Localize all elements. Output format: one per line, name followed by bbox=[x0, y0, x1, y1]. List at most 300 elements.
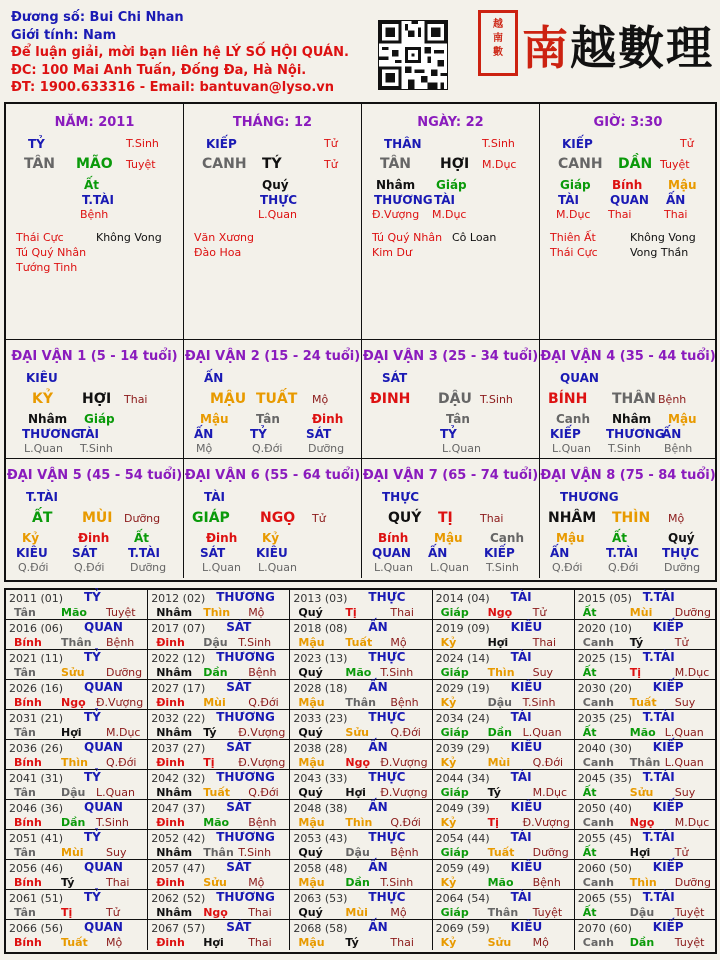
year-label: 2011 (01) bbox=[9, 592, 64, 605]
year-cell[interactable] bbox=[6, 680, 148, 710]
dai-van-chi: TUẤT bbox=[256, 391, 298, 407]
year-phase: Q.Đới bbox=[248, 696, 279, 709]
hidden-phase: Dưỡng bbox=[308, 442, 345, 455]
year-cell[interactable] bbox=[433, 830, 575, 860]
pillar-phase-top: T.Sinh bbox=[482, 137, 515, 150]
year-cell[interactable] bbox=[290, 890, 432, 920]
year-can: Mậu bbox=[298, 816, 325, 829]
year-cell[interactable] bbox=[290, 680, 432, 710]
year-star: T.TÀI bbox=[642, 650, 675, 664]
year-cell[interactable] bbox=[148, 860, 290, 890]
year-phase: Đ.Vượng bbox=[96, 696, 144, 709]
year-label: 2061 (51) bbox=[9, 892, 64, 905]
qr-code-icon[interactable] bbox=[378, 20, 448, 90]
hidden-phase: L.Quan bbox=[202, 561, 241, 574]
pillar-title: NĂM: 2011 bbox=[54, 115, 135, 130]
year-can: Canh bbox=[582, 696, 614, 709]
year-chi: Mão bbox=[61, 606, 87, 619]
year-cell[interactable] bbox=[148, 920, 290, 950]
hidden-star: KIẾP bbox=[484, 546, 515, 560]
hidden-star: QUAN bbox=[610, 193, 649, 207]
year-chi: Sửu bbox=[345, 726, 369, 739]
contact-phone-email[interactable]: ĐT: 1900.633316 - Email: bantuvan@lyso.vn bbox=[11, 80, 335, 96]
year-star: T.TÀI bbox=[642, 830, 675, 844]
year-cell[interactable] bbox=[148, 770, 290, 800]
year-can: Bính bbox=[14, 636, 42, 649]
year-cell[interactable] bbox=[6, 800, 148, 830]
pillar-phase-top: T.Sinh bbox=[126, 137, 159, 150]
year-phase: Tuyệt bbox=[674, 906, 705, 919]
shen-sha-item: Văn Xương bbox=[194, 231, 254, 244]
shen-sha-item: Tú Quý Nhân bbox=[16, 246, 87, 259]
year-phase: Thai bbox=[248, 936, 272, 949]
pillar-cell bbox=[6, 104, 184, 340]
year-can: Tân bbox=[14, 726, 36, 739]
year-can: Nhâm bbox=[156, 906, 193, 919]
year-cell[interactable] bbox=[290, 650, 432, 680]
year-cell[interactable] bbox=[290, 800, 432, 830]
owner-name: Đương số: Bui Chi Nhan bbox=[11, 10, 184, 25]
year-phase: L.Quan bbox=[96, 786, 135, 799]
year-chi: Ngọ bbox=[345, 756, 371, 769]
year-cell[interactable] bbox=[148, 680, 290, 710]
year-cell[interactable] bbox=[433, 800, 575, 830]
year-can: Ất bbox=[582, 606, 597, 619]
pillar-can: TÂN bbox=[24, 156, 56, 172]
year-star: TỶ bbox=[84, 590, 101, 604]
year-chi: Tị bbox=[345, 606, 357, 619]
year-phase: Tử bbox=[532, 606, 547, 619]
hidden-can: Quý bbox=[262, 178, 289, 192]
dai-van-cell bbox=[362, 340, 540, 459]
year-can: Quý bbox=[298, 786, 323, 799]
year-can: Đinh bbox=[156, 636, 185, 649]
year-label: 2012 (02) bbox=[151, 592, 206, 605]
hidden-phase: L.Quan bbox=[552, 442, 591, 455]
year-cell[interactable] bbox=[290, 830, 432, 860]
shen-sha-item: Cô Loan bbox=[452, 231, 497, 244]
dai-van-can: ẤT bbox=[32, 510, 53, 526]
hidden-phase: Bệnh bbox=[664, 442, 693, 455]
year-phase: M.Dục bbox=[106, 726, 141, 739]
year-can: Mậu bbox=[298, 936, 325, 949]
hidden-can: Kỷ bbox=[22, 531, 40, 545]
year-star: ẤN bbox=[368, 740, 388, 754]
year-can: Tân bbox=[14, 606, 36, 619]
hidden-star: TỶ bbox=[250, 427, 267, 441]
year-chi: Tý bbox=[629, 636, 644, 649]
year-phase: Dưỡng bbox=[674, 876, 711, 889]
year-star: THỰC bbox=[368, 890, 406, 904]
year-star: SÁT bbox=[226, 680, 252, 694]
year-star: TÀI bbox=[510, 770, 532, 784]
year-star: THƯƠNG bbox=[216, 650, 275, 664]
year-cell[interactable] bbox=[433, 590, 575, 620]
year-chi: Tuất bbox=[487, 846, 515, 859]
pillar-chi: MÃO bbox=[76, 156, 113, 172]
pillar-title: NGÀY: 22 bbox=[417, 115, 484, 130]
hidden-phase: Thai bbox=[664, 208, 688, 221]
year-star: KIẾP bbox=[652, 620, 684, 634]
year-can: Mậu bbox=[298, 756, 325, 769]
year-cell[interactable] bbox=[290, 770, 432, 800]
hidden-phase: Mộ bbox=[196, 442, 213, 455]
year-label: 2031 (21) bbox=[9, 712, 64, 725]
year-cell[interactable] bbox=[433, 710, 575, 740]
year-cell[interactable] bbox=[290, 860, 432, 890]
year-cell[interactable] bbox=[433, 920, 575, 950]
pillar-cell bbox=[540, 104, 716, 340]
year-cell[interactable] bbox=[575, 770, 717, 800]
year-can: Nhâm bbox=[156, 726, 193, 739]
year-cell[interactable] bbox=[6, 890, 148, 920]
year-chi: Sửu bbox=[61, 666, 85, 679]
hidden-can: Bính bbox=[612, 178, 643, 192]
year-can: Canh bbox=[582, 756, 614, 769]
hidden-phase: Q.Đới bbox=[552, 561, 583, 574]
year-chi: Dần bbox=[345, 876, 370, 889]
year-can: Quý bbox=[298, 906, 323, 919]
year-can: Bính bbox=[14, 936, 42, 949]
year-cell[interactable] bbox=[290, 710, 432, 740]
hidden-star: TÀI bbox=[78, 427, 100, 441]
annual-luck-table bbox=[4, 588, 717, 954]
hidden-can: Giáp bbox=[560, 178, 591, 192]
shen-sha-item: Thái Cực bbox=[16, 231, 64, 244]
dai-van-star: T.TÀI bbox=[26, 490, 58, 504]
hidden-phase: L.Quan bbox=[430, 561, 469, 574]
year-label: 2029 (19) bbox=[435, 682, 490, 695]
year-phase: Dưỡng bbox=[106, 666, 143, 679]
year-chi: Sửu bbox=[487, 936, 512, 949]
year-cell[interactable] bbox=[575, 920, 717, 950]
year-label: 2039 (29) bbox=[435, 742, 490, 755]
year-star: TÀI bbox=[510, 590, 532, 604]
owner-info bbox=[11, 9, 349, 97]
year-phase: Đ.Vượng bbox=[380, 786, 428, 799]
hidden-star: QUAN bbox=[372, 546, 411, 560]
year-can: Ất bbox=[582, 786, 597, 799]
year-cell[interactable] bbox=[148, 740, 290, 770]
year-star: KIÊU bbox=[510, 680, 543, 694]
year-phase: Đ.Vượng bbox=[380, 756, 428, 769]
hidden-phase: T.Sinh bbox=[80, 442, 113, 455]
dai-van-title: ĐẠI VẬN 8 (75 - 84 tuổi) bbox=[540, 468, 716, 483]
pillar-chi: DẦN bbox=[618, 156, 653, 172]
year-cell[interactable] bbox=[433, 890, 575, 920]
year-cell[interactable] bbox=[148, 830, 290, 860]
dai-van-title: ĐẠI VẬN 7 (65 - 74 tuổi) bbox=[362, 468, 539, 483]
year-star: KIẾP bbox=[652, 920, 684, 934]
year-cell[interactable] bbox=[148, 650, 290, 680]
hidden-star: TỶ bbox=[440, 427, 457, 441]
year-label: 2021 (11) bbox=[9, 652, 64, 665]
hidden-star: ẤN bbox=[662, 427, 682, 441]
year-cell[interactable] bbox=[148, 890, 290, 920]
year-cell[interactable] bbox=[6, 740, 148, 770]
hidden-can: Nhâm bbox=[28, 412, 68, 426]
four-pillars-panel bbox=[4, 102, 717, 582]
year-cell[interactable] bbox=[433, 740, 575, 770]
year-can: Quý bbox=[298, 606, 323, 619]
year-chi: Dậu bbox=[487, 696, 512, 709]
nam-viet-so-ly-logo bbox=[478, 10, 714, 90]
year-chi: Tị bbox=[487, 816, 499, 829]
hidden-star: ẤN bbox=[550, 546, 570, 560]
year-cell[interactable] bbox=[575, 740, 717, 770]
year-phase: Thai bbox=[248, 906, 272, 919]
dai-van-can: MẬU bbox=[210, 391, 247, 407]
year-star: THƯƠNG bbox=[216, 590, 275, 604]
hidden-can: Đinh bbox=[312, 412, 344, 426]
hidden-phase: Bệnh bbox=[80, 208, 109, 221]
year-phase: T.Sinh bbox=[380, 876, 414, 889]
year-phase: Mộ bbox=[248, 606, 265, 619]
year-star: ẤN bbox=[368, 800, 388, 814]
year-phase: Bệnh bbox=[106, 636, 135, 649]
hidden-phase: L.Quan bbox=[374, 561, 413, 574]
year-phase: Bệnh bbox=[390, 846, 419, 859]
year-label: 2054 (44) bbox=[435, 832, 490, 845]
dai-van-cell bbox=[184, 459, 362, 578]
hidden-star: SÁT bbox=[72, 546, 98, 560]
year-chi: Ngọ bbox=[61, 696, 86, 709]
year-can: Canh bbox=[582, 876, 614, 889]
year-chi: Dần bbox=[203, 666, 228, 679]
hidden-phase: L.Quan bbox=[258, 561, 297, 574]
year-cell[interactable] bbox=[575, 830, 717, 860]
dai-van-status: T.Sinh bbox=[480, 393, 513, 406]
year-phase: Q.Đới bbox=[106, 756, 137, 769]
year-can: Bính bbox=[14, 696, 42, 709]
hidden-can: Ất bbox=[84, 178, 100, 192]
year-label: 2070 (60) bbox=[577, 922, 632, 935]
year-star: QUAN bbox=[84, 800, 123, 814]
year-cell[interactable] bbox=[433, 770, 575, 800]
dai-van-can: BÍNH bbox=[548, 391, 588, 407]
year-cell[interactable] bbox=[148, 710, 290, 740]
hidden-phase: L.Quan bbox=[442, 442, 481, 455]
year-cell[interactable] bbox=[433, 680, 575, 710]
year-cell[interactable] bbox=[433, 650, 575, 680]
year-cell[interactable] bbox=[6, 590, 148, 620]
hidden-star: ẤN bbox=[194, 427, 214, 441]
shen-sha-item: Thái Cực bbox=[550, 246, 598, 259]
year-phase: Tuyệt bbox=[674, 936, 705, 949]
dai-van-cell bbox=[6, 459, 184, 578]
pillar-cell bbox=[362, 104, 540, 340]
year-phase: Bệnh bbox=[390, 696, 419, 709]
year-cell[interactable] bbox=[290, 620, 432, 650]
year-chi: Ngọ bbox=[487, 606, 513, 619]
year-cell[interactable] bbox=[575, 710, 717, 740]
year-cell[interactable] bbox=[575, 800, 717, 830]
year-phase: Mộ bbox=[390, 636, 407, 649]
pillar-status: Tuyệt bbox=[660, 158, 690, 171]
year-label: 2059 (49) bbox=[435, 862, 490, 875]
dai-van-status: Thai bbox=[480, 512, 504, 525]
year-star: SÁT bbox=[226, 800, 252, 814]
year-cell[interactable] bbox=[575, 650, 717, 680]
year-chi: Tị bbox=[61, 906, 73, 919]
year-chi: Tý bbox=[61, 876, 75, 889]
year-cell[interactable] bbox=[6, 920, 148, 950]
year-phase: L.Quan bbox=[664, 726, 704, 739]
year-cell[interactable] bbox=[6, 860, 148, 890]
year-phase: Dưỡng bbox=[532, 846, 569, 859]
year-phase: M.Dục bbox=[674, 816, 710, 829]
year-cell[interactable] bbox=[148, 800, 290, 830]
year-cell[interactable] bbox=[290, 920, 432, 950]
hidden-phase: Q.Đới bbox=[74, 561, 105, 574]
dai-van-title: ĐẠI VẬN 2 (15 - 24 tuổi) bbox=[184, 349, 361, 364]
year-cell[interactable] bbox=[6, 710, 148, 740]
year-chi: Mùi bbox=[487, 756, 511, 769]
year-star: THỰC bbox=[368, 830, 406, 844]
year-star: TÀI bbox=[510, 710, 532, 724]
year-phase: Q.Đới bbox=[532, 756, 564, 769]
year-label: 2047 (37) bbox=[151, 802, 206, 815]
year-star: T.TÀI bbox=[642, 710, 675, 724]
year-phase: Suy bbox=[106, 846, 127, 859]
pillar-can: CANH bbox=[558, 156, 603, 172]
dai-van-cell bbox=[184, 340, 362, 459]
year-cell[interactable] bbox=[6, 650, 148, 680]
hidden-star: ẤN bbox=[666, 193, 686, 207]
pillar-star-top: TỶ bbox=[28, 137, 45, 151]
year-cell[interactable] bbox=[433, 620, 575, 650]
year-cell[interactable] bbox=[148, 620, 290, 650]
year-cell[interactable] bbox=[148, 590, 290, 620]
year-label: 2067 (57) bbox=[151, 922, 206, 935]
year-label: 2038 (28) bbox=[293, 742, 348, 755]
dai-van-star: QUAN bbox=[560, 371, 599, 385]
year-label: 2048 (38) bbox=[293, 802, 348, 815]
year-cell[interactable] bbox=[290, 740, 432, 770]
pillar-status: M.Dục bbox=[482, 158, 517, 171]
year-phase: Mộ bbox=[106, 936, 123, 949]
shen-sha-item: Tướng Tinh bbox=[16, 261, 78, 274]
hidden-phase: Q.Đới bbox=[608, 561, 639, 574]
year-can: Tân bbox=[14, 666, 36, 679]
hidden-star: T.TÀI bbox=[82, 193, 114, 207]
year-cell[interactable] bbox=[575, 620, 717, 650]
hidden-can: Canh bbox=[490, 531, 524, 545]
year-chi: Tị bbox=[629, 666, 642, 679]
hidden-phase: M.Dục bbox=[432, 208, 467, 221]
year-phase: Q.Đới bbox=[390, 816, 421, 829]
year-phase: Suy bbox=[532, 666, 554, 679]
year-label: 2022 (12) bbox=[151, 652, 206, 665]
year-star: THỰC bbox=[368, 650, 406, 664]
year-chi: Mùi bbox=[203, 696, 226, 709]
dai-van-cell bbox=[540, 459, 716, 578]
dai-van-status: Bệnh bbox=[658, 393, 687, 406]
year-star: ẤN bbox=[368, 680, 388, 694]
year-cell[interactable] bbox=[6, 620, 148, 650]
year-can: Nhâm bbox=[156, 846, 193, 859]
year-label: 2033 (23) bbox=[293, 712, 348, 725]
year-can: Đinh bbox=[156, 816, 185, 829]
year-star: TỶ bbox=[84, 830, 101, 844]
dai-van-can: GIÁP bbox=[192, 510, 230, 526]
year-cell[interactable] bbox=[433, 860, 575, 890]
hidden-can: Tân bbox=[256, 412, 280, 426]
hidden-can: Nhâm bbox=[376, 178, 416, 192]
year-chi: Thân bbox=[61, 636, 92, 649]
year-cell[interactable] bbox=[575, 890, 717, 920]
year-can: Bính bbox=[14, 756, 42, 769]
year-label: 2028 (18) bbox=[293, 682, 348, 695]
year-phase: T.Sinh bbox=[380, 666, 414, 679]
year-star: KIẾP bbox=[652, 740, 684, 754]
year-cell[interactable] bbox=[575, 680, 717, 710]
dai-van-status: Mộ bbox=[668, 512, 685, 525]
year-chi: Tuất bbox=[629, 696, 657, 709]
year-label: 2055 (45) bbox=[577, 832, 632, 845]
year-label: 2030 (20) bbox=[577, 682, 632, 695]
year-can: Giáp bbox=[440, 606, 469, 619]
year-phase: T.Sinh bbox=[238, 846, 272, 859]
year-phase: Mộ bbox=[390, 906, 407, 919]
hidden-can: Tân bbox=[446, 412, 470, 426]
year-can: Canh bbox=[582, 816, 614, 829]
year-can: Ất bbox=[582, 726, 597, 739]
contact-note: Để luận giải, mời bạn liên hệ LÝ SỐ HỘI QUÁN. bbox=[11, 45, 349, 61]
hidden-phase: Dưỡng bbox=[130, 561, 167, 574]
year-cell[interactable] bbox=[575, 860, 717, 890]
year-phase: Q.Đới bbox=[390, 726, 421, 739]
year-can: Tân bbox=[14, 846, 36, 859]
year-cell[interactable] bbox=[6, 770, 148, 800]
year-label: 2066 (56) bbox=[9, 922, 64, 935]
hidden-phase: Đ.Vượng bbox=[372, 208, 420, 221]
dai-van-title: ĐẠI VẬN 3 (25 - 34 tuổi) bbox=[362, 349, 539, 364]
year-cell[interactable] bbox=[6, 830, 148, 860]
year-phase: Bệnh bbox=[532, 876, 561, 889]
year-can: Mậu bbox=[298, 876, 325, 889]
year-cell[interactable] bbox=[575, 590, 717, 620]
year-can: Kỷ bbox=[440, 876, 457, 889]
year-chi: Ngọ bbox=[203, 906, 228, 919]
year-label: 2026 (16) bbox=[9, 682, 64, 695]
year-label: 2046 (36) bbox=[9, 802, 64, 815]
year-phase: Bệnh bbox=[248, 666, 277, 679]
year-phase: Suy bbox=[674, 786, 696, 799]
hidden-phase: Thai bbox=[608, 208, 632, 221]
year-cell[interactable] bbox=[290, 590, 432, 620]
year-can: Mậu bbox=[298, 636, 325, 649]
hidden-phase: L.Quan bbox=[24, 442, 63, 455]
hidden-can: Nhâm bbox=[612, 412, 652, 426]
hidden-phase: Q.Đới bbox=[252, 442, 283, 455]
dai-van-cell bbox=[6, 340, 184, 459]
year-chi: Thìn bbox=[345, 816, 373, 829]
hidden-star: T.TÀI bbox=[606, 546, 638, 560]
contact-address: ĐC: 100 Mai Anh Tuấn, Đống Đa, Hà Nội. bbox=[11, 62, 307, 78]
year-can: Bính bbox=[14, 876, 42, 889]
dai-van-chi: MÙI bbox=[82, 510, 113, 526]
year-can: Kỷ bbox=[440, 696, 457, 709]
year-chi: Thân bbox=[203, 846, 234, 859]
year-phase: Suy bbox=[674, 696, 696, 709]
year-phase: Bệnh bbox=[248, 816, 277, 829]
year-can: Đinh bbox=[156, 756, 185, 769]
year-chi: Thìn bbox=[629, 876, 657, 889]
year-label: 2040 (30) bbox=[577, 742, 632, 755]
year-can: Kỷ bbox=[440, 936, 457, 949]
hidden-can: Đinh bbox=[78, 531, 110, 545]
